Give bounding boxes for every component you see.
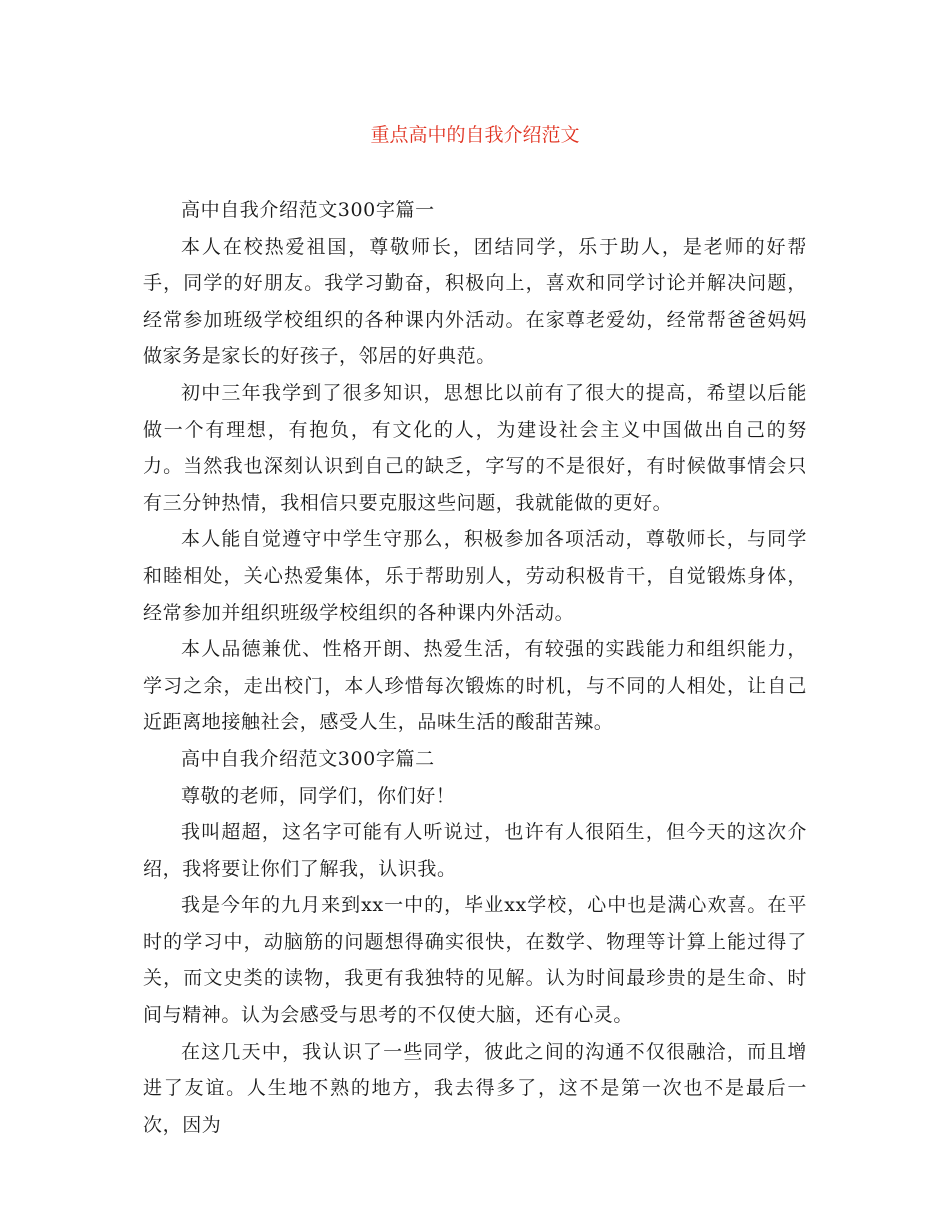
paragraph: 本人能自觉遵守中学生守那么，积极参加各项活动，尊敬师长，与同学和睦相处，关心热爱集体，乐于帮助别人，劳动积极肯干，自觉锻炼身体，经常参加并组织班级学校组织的各种课内外活动。 (143, 528, 807, 624)
document-title: 重点高中的自我介绍范文 (370, 124, 580, 146)
paragraph: 在这几天中，我认识了一些同学，彼此之间的沟通不仅很融洽，而且增进了友谊。人生地不熟的地方，我去得多了，这不是第一次也不是最后一次，因为 (143, 1040, 807, 1136)
paragraph: 本人品德兼优、性格开朗、热爱生活，有较强的实践能力和组织能力，学习之余，走出校门，本人珍惜每次锻炼的时机，与不同的人相处，让自己近距离地接触社会，感受人生，品味生活的酸甜苦辣。 (143, 638, 807, 734)
paragraph: 本人在校热爱祖国，尊敬师长，团结同学，乐于助人，是老师的好帮手，同学的好朋友。我学习勤奋，积极向上，喜欢和同学讨论并解决问题，经常参加班级学校组织的各种课内外活动。在家尊老爱幼，经常帮爸爸妈妈做家务是家长的好孩子，邻居的好典范。 (143, 235, 807, 368)
document-body (143, 192, 807, 1143)
section-heading-1: 高中自我介绍范文300字篇一 (181, 199, 435, 221)
paragraph: 我是今年的九月来到xx一中的，毕业xx学校，心中也是满心欢喜。在平时的学习中，动脑筋的问题想得确实很快，在数学、物理等计算上能过得了关，而文史类的读物，我更有我独特的见解。认为时间最珍贵的是生命、时间与精神。认为会感受与思考的不仅使大脑，还有心灵。 (143, 894, 807, 1027)
section-heading-2: 高中自我介绍范文300字篇二 (181, 747, 435, 770)
paragraph: 初中三年我学到了很多知识，思想比以前有了很大的提高，希望以后能做一个有理想，有抱负，有文化的人，为建设社会主义中国做出自己的努力。当然我也深刻认识到自己的缺乏，字写的不是很好，有时候做事情会只有三分钟热情，我相信只要克服这些问题，我就能做的更好。 (143, 381, 807, 514)
paragraph: 我叫超超，这名字可能有人听说过，也许有人很陌生，但今天的这次介绍，我将要让你们了解我，认识我。 (143, 821, 807, 880)
greeting-line: 尊敬的老师，同学们，你们好！ (181, 784, 456, 807)
